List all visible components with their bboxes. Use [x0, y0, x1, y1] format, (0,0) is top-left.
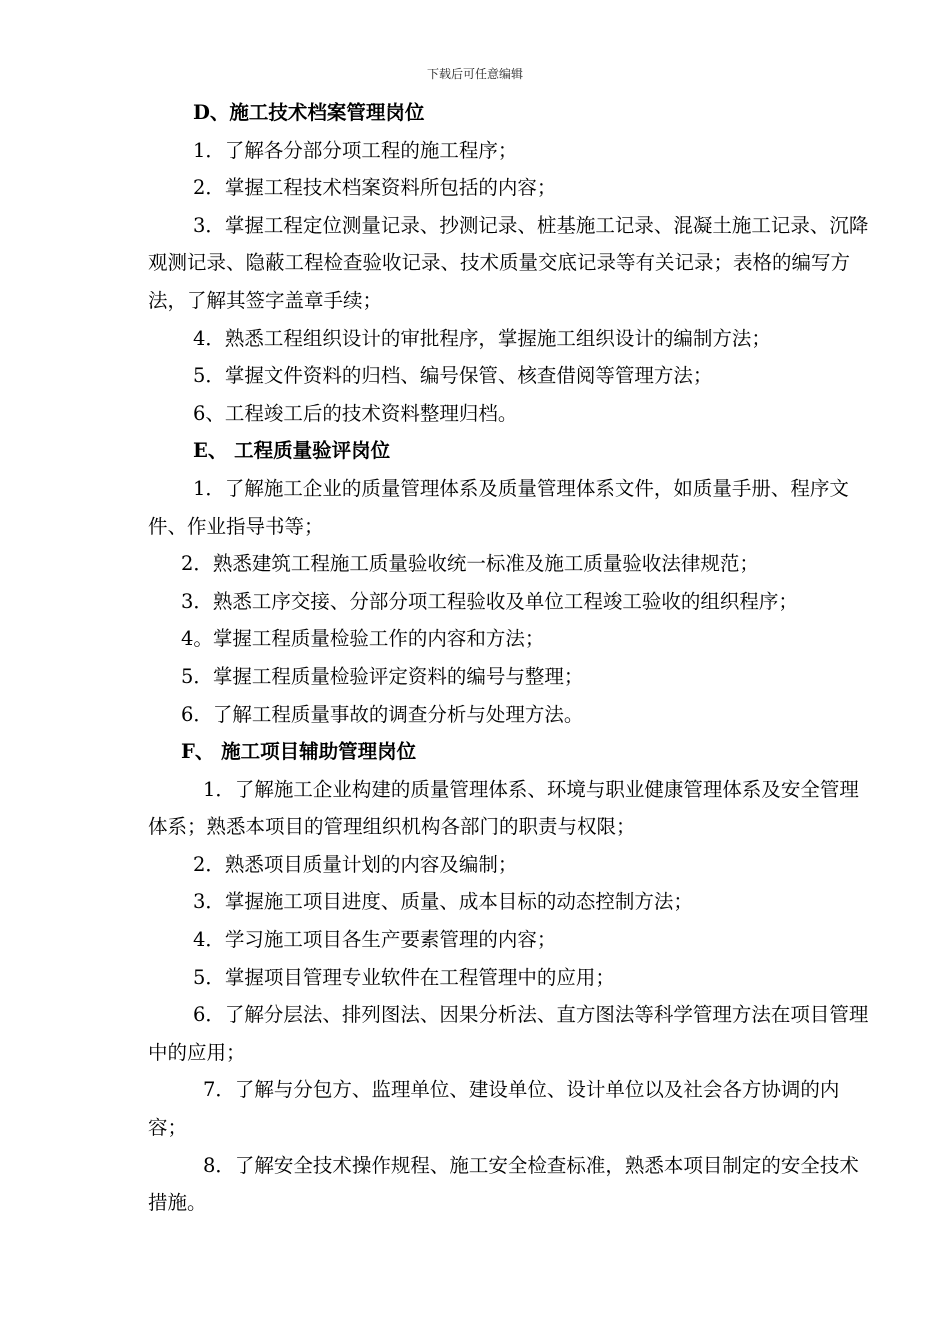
section-heading-e: E、 工程质量验评岗位: [193, 439, 391, 463]
list-item: 3．掌握施工项目进度、质量、成本目标的动态控制方法；: [193, 890, 693, 914]
list-item: 6、工程竣工后的技术资料整理归档。: [193, 401, 518, 425]
list-item: 2．熟悉建筑工程施工质量验收统一标准及施工质量验收法律规范；: [181, 552, 759, 576]
list-item: 4．学习施工项目各生产要素管理的内容；: [193, 928, 557, 952]
list-item: 4．熟悉工程组织设计的审批程序，掌握施工组织设计的编制方法；: [193, 326, 771, 350]
list-item: 5．掌握文件资料的归档、编号保管、核查借阅等管理方法；: [193, 364, 713, 388]
list-item: 1．了解各分部分项工程的施工程序；: [193, 138, 518, 162]
section-heading-f: F、 施工项目辅助管理岗位: [181, 740, 417, 764]
list-item: 6．了解工程质量事故的调查分析与处理方法。: [181, 702, 584, 726]
list-item: 3．熟悉工序交接、分部分项工程验收及单位工程竣工验收的组织程序；: [181, 589, 798, 613]
list-item: 1．了解施工企业的质量管理体系及质量管理体系文件，如质量手册、程序文件、作业指导书等；: [148, 476, 849, 538]
list-item: 5．掌握工程质量检验评定资料的编号与整理；: [181, 664, 584, 688]
list-item: 3．掌握工程定位测量记录、抄测记录、桩基施工记录、混凝土施工记录、沉降观测记录、隐蔽工程检查验收记录、技术质量交底记录等有关记录；表格的编写方法，了解其签字盖章手续；: [148, 213, 869, 312]
page-header: 下载后可任意编辑: [426, 67, 523, 81]
list-item: 6．了解分层法、排列图法、因果分析法、直方图法等科学管理方法在项目管理中的应用；: [148, 1003, 869, 1064]
list-item: 2．熟悉项目质量计划的内容及编制；: [193, 852, 518, 876]
list-item: 8．了解安全技术操作规程、施工安全检查标准，熟悉本项目制定的安全技术措施。: [148, 1153, 859, 1215]
list-item: 5．掌握项目管理专业软件在工程管理中的应用；: [193, 965, 615, 989]
list-item: 4。掌握工程质量检验工作的内容和方法；: [181, 627, 545, 651]
list-item: 7．了解与分包方、监理单位、建设单位、设计单位以及社会各方协调的内容；: [148, 1078, 840, 1140]
section-heading-d: D、施工技术档案管理岗位: [193, 101, 425, 124]
list-item: 2．掌握工程技术档案资料所包括的内容；: [193, 176, 557, 200]
document-body: [148, 94, 878, 1222]
list-item: 1．了解施工企业构建的质量管理体系、环境与职业健康管理体系及安全管理体系；熟悉本项目的管理组织机构各部门的职责与权限；: [148, 777, 859, 839]
